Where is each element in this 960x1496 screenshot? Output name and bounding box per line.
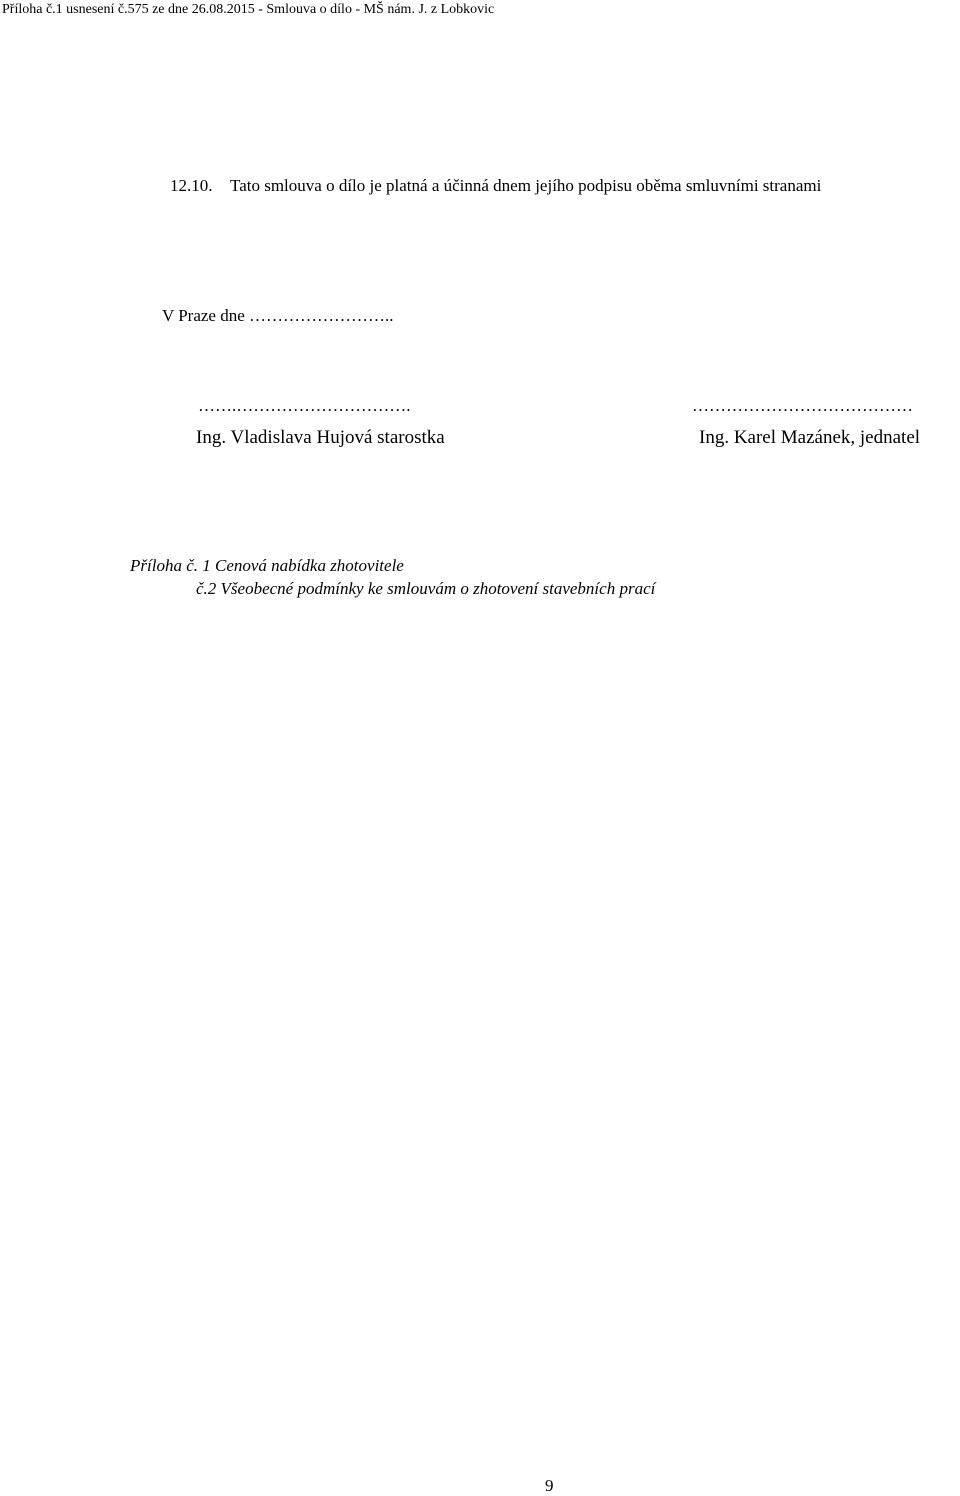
contract-clause xyxy=(170,176,821,196)
attachment-1: Příloha č. 1 Cenová nabídka zhotovitele xyxy=(130,556,404,575)
page-number: 9 xyxy=(545,1476,554,1495)
left-signatory-name: Ing. Vladislava Hujová starostka xyxy=(196,427,445,448)
clause-number: 12.10. xyxy=(170,176,213,195)
right-signatory-name: Ing. Karel Mazánek, jednatel xyxy=(699,427,921,448)
right-signature-line: ………………………………… xyxy=(692,396,913,415)
place-date-line: V Praze dne …………………….. xyxy=(162,306,394,325)
attachment-2: č.2 Všeobecné podmínky ke smlouvám o zhotovení stavebních prací xyxy=(196,579,656,598)
page-header: Příloha č.1 usnesení č.575 ze dne 26.08.2015 - Smlouva o dílo - MŠ nám. J. z Lobkovic xyxy=(2,2,495,17)
clause-text: Tato smlouva o dílo je platná a účinná dnem jejího podpisu oběma smluvními stranami xyxy=(230,176,822,195)
left-signature-line: …….…………………………. xyxy=(198,396,411,415)
